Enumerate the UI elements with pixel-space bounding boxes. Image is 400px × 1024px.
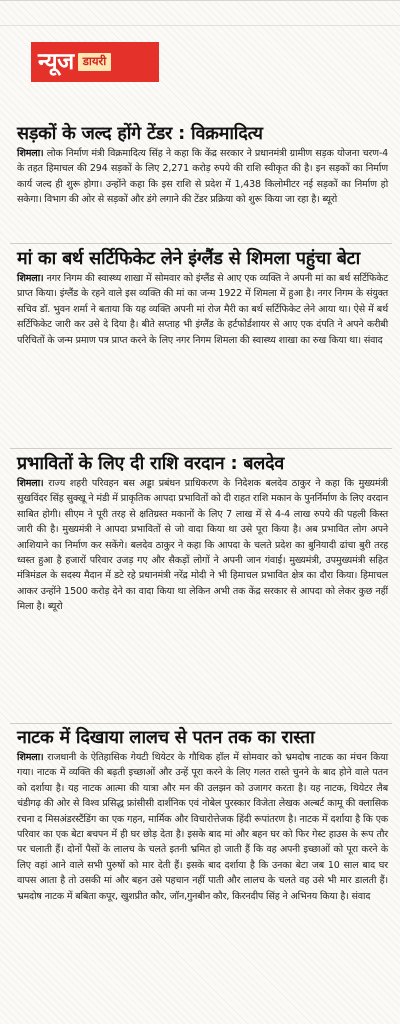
logo-main-text: न्यूज: [38, 48, 74, 75]
article-relief-amount: [0, 454, 400, 615]
article-headline: प्रभावितों के लिए दी राशि वरदान : बलदेव: [17, 453, 285, 474]
article-divider: [10, 723, 392, 724]
article-text: लोक निर्माण मंत्री विक्रमादित्य सिंह ने कहा कि केंद्र सरकार ने प्रधानमंत्री ग्रामीण सड़क योजना चरण-4 के तहत हिमाचल की 294 सड़कों के लिए 2,271 करोड़ रुपये की राशि स्वीकृत की है। इन सड़कों का निर्माण कार्य जल्द ही शुरू होगा। उन्होंने कहा कि इस राशि से प्रदेश में 1,438 किलोमीटर नई सड़कों का निर्माण हो सकेगा। विभाग की ओर से सड़कों और डंगे लगाने की टेंडर प्रक्रिया को शुरू किया जा रहा है। ब्यूरो: [17, 148, 388, 206]
article-headline: नाटक में दिखाया लालच से पतन तक का रास्ता: [17, 727, 315, 748]
article-text: राजधानी के ऐतिहासिक गेयटी थियेटर के गौथिक हॉल में सोमवार को भ्रमदोष नाटक का मंचन किया गया। नाटक में व्यक्ति की बढ़ती इच्छाओं और उन्हें पूरा करने के लिए गलत रास्ते चुनने के बाद होने वाले पतन को दर्शाया है। यह नाटक आत्मा की यात्रा और मन की उलझन को उजागर करता है। यह नाटक, थियेटर लैब चंडीगढ़ की ओर से विश्व प्रसिद्ध फ्रांसीसी दार्शनिक एवं नोबेल पुरस्कार विजेता लेखक अल्बर्ट कामू की क्लासिक रचना द मिसअंडरस्टैंडिंग का एक गहन, मार्मिक और विचारोत्तेजक हिंदी रूपांतरण है। नाटक में दर्शाया है कि एक परिवार का एक बेटा बचपन में ही घर छोड़ देता है। इसके बाद मां और बहन घर को फिर गेस्ट हाउस के रूप तौर पर चलाती हैं। दोनों पैसों के लालच के चलते इतनी भ्रमित हो जाती हैं कि वह अपनी इच्छाओं को पूरा करने के लिए वहां आने वाले सभी पुरुषों को मार देती हैं। इसके बाद दर्शाया है कि उनका बेटा जब 10 साल बाद घर वापस आता है तो उसकी मां और बहन उसे पहचान नहीं पाती और लालच के चलते वह उसे भी मार डालती हैं। भ्रमदोष नाटक में बबिता कपूर, खुशप्रीत कौर, जॉन,गुनबीन कौर, किरनदीप सिंह ने अभिनय किया है। संवाद: [17, 752, 388, 902]
article-dateline: शिमला।: [17, 148, 44, 159]
article-play-greed: [0, 728, 400, 904]
article-birth-certificate: [0, 249, 400, 348]
article-body: [17, 271, 388, 348]
article-headline: सड़कों के जल्द होंगे टेंडर : विक्रमादित्य: [17, 123, 263, 144]
article-dateline: शिमला।: [17, 478, 44, 489]
article-body: [17, 146, 388, 208]
article-headline: मां का बर्थ सर्टिफिकेट लेने इंग्लैंड से शिमला पहुंचा बेटा: [17, 248, 361, 269]
article-divider: [10, 448, 392, 449]
logo-sub-text: डायरी: [78, 53, 111, 71]
article-dateline: शिमला।: [17, 273, 44, 284]
article-body: [17, 476, 388, 615]
article-divider: [10, 243, 392, 244]
article-text: नगर निगम की स्वास्थ्य शाखा में सोमवार को इंग्लैंड से आए एक व्यक्ति ने अपनी मां का बर्थ सर्टिफिकेट प्राप्त किया। इंग्लैंड के रहने वाले इस व्यक्ति की मां का जन्म 1922 में शिमला में हुआ है। नगर निगम के संयुक्त सचिव डॉ. भुवन शर्मा ने बताया कि यह व्यक्ति अपनी मां रोज मैरी का बर्थ सर्टिफिकेट लेने आया था। ऐसे में बर्थ सर्टिफिकेट जारी कर उसे दे दिया है। बीते सप्ताह भी इंग्लैंड के हर्टफोर्डशायर से आए एक दंपति ने अपने करीबी परिचितों के जन्म प्रमाण पत्र प्राप्त करने के लिए नगर निगम शिमला की स्वास्थ्य शाखा का रुख किया था। संवाद: [17, 273, 388, 346]
top-divider: [0, 25, 400, 26]
article-roads-tender: [0, 124, 400, 208]
news-diary-logo: [31, 42, 159, 82]
article-text: राज्य शहरी परिवहन बस अड्डा प्रबंधन प्राधिकरण के निदेशक बलदेव ठाकुर ने कहा कि मुख्यमंत्री सुखविंदर सिंह सुक्खू ने मंडी में प्राकृतिक आपदा प्रभावितों को दी राहत राशि मकान के पुनर्निर्माण के लिए वरदान साबित होगी। सीएम ने पूरी तरह से क्षतिग्रस्त मकानों के लिए 7 लाख में से 4-4 लाख रुपये की पहली किस्त जारी की है। मुख्यमंत्री ने आपदा प्रभावितों से जो वादा किया था उसे पूरा किया है। अब प्रभावित लोग अपने आशियाने का निर्माण कर सकेंगे। बलदेव ठाकुर ने कहा कि आपदा के चलते प्रदेश का बुनियादी ढांचा बुरी तरह ध्वस्त हुआ है हजारों परिवार उजड़ गए और सैकड़ों लोगों ने अपनी जान गंवाई। मुख्यमंत्री, उपमुख्यमंत्री सहित मंत्रिमंडल के सदस्य मैदान में डटे रहे प्रधानमंत्री नरेंद्र मोदी ने भी हिमाचल प्रभावित क्षेत्र का दौरा किया। हिमाचल आकर उन्होंने 1500 करोड़ देने का वादा किया था लेकिन अभी तक केंद्र सरकार से आपदा को लेकर कुछ नहीं मिला है। ब्यूरो: [17, 478, 388, 613]
article-body: [17, 750, 388, 904]
article-dateline: शिमला।: [17, 752, 44, 763]
